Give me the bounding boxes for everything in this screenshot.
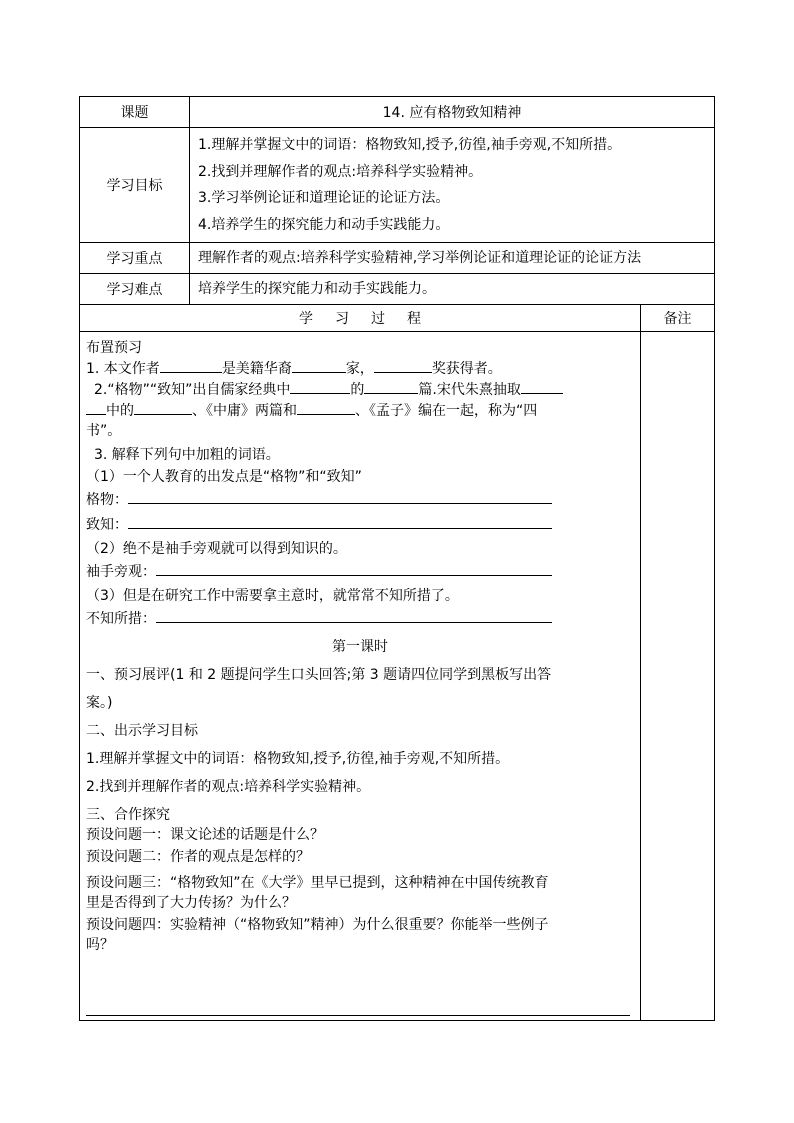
text: 篇.宋代朱熹抽取 [418, 382, 521, 398]
preview-q1 [86, 358, 634, 379]
answer-blank[interactable] [160, 358, 222, 373]
text: 不知所措： [86, 611, 156, 627]
topic-label: 课题 [80, 97, 190, 127]
preview-title: 布置预习 [86, 340, 142, 356]
sentence-1: （1）一个人教育的出发点是“格物”和“致知” [86, 469, 362, 485]
text: 1. 本文作者 [86, 361, 160, 377]
answer-blank[interactable] [86, 400, 106, 415]
text: 家， [345, 361, 374, 377]
lesson-title: 第一课时 [332, 639, 388, 655]
goal-item: 2.找到并理解作者的观点:培养科学实验精神。 [198, 163, 483, 180]
answer-line[interactable] [156, 608, 552, 623]
text: 袖手旁观： [86, 564, 156, 580]
answer-line[interactable] [128, 489, 552, 504]
text: 奖获得者。 [431, 361, 502, 377]
goal-item: 4.培养学生的探究能力和动手实践能力。 [198, 216, 450, 233]
goal-repeat-1: 1.理解并掌握文中的词语：格物致知,授予,彷徨,袖手旁观,不知所措。 [86, 751, 510, 767]
answer-line[interactable] [156, 561, 552, 576]
key-label: 学习重点 [80, 243, 190, 273]
preview-q3: 3. 解释下列句中加粗的词语。 [94, 447, 280, 463]
step-1-cont: 案。) [86, 695, 113, 711]
word-answer-3 [86, 561, 634, 582]
difficulty-row [80, 274, 714, 305]
key-row [80, 243, 714, 274]
preview-q2-end: 书”。 [86, 423, 122, 439]
process-content [80, 332, 641, 1020]
goal-item: 3.学习举例论证和道理论证的论证方法。 [198, 190, 450, 207]
topic-row [80, 97, 714, 128]
question-3-cont: 里是否得到了大力传扬？为什么？ [86, 895, 296, 911]
answer-blank[interactable] [134, 400, 192, 415]
step-3: 三、合作探究 [86, 807, 170, 823]
topic-value: 14. 应有格物致知精神 [382, 105, 522, 121]
sentence-2: （2）绝不是袖手旁观就可以得到知识的。 [86, 541, 347, 557]
lesson-plan-table [79, 96, 715, 1021]
answer-blank[interactable] [364, 379, 418, 394]
question-3: 预设问题三：“格物致知”在《大学》里早已提到，这种精神在中国传统教育 [86, 875, 549, 891]
step-1: 一、预习展评(1 和 2 题提问学生口头回答;第 3 题请四位同学到黑板写出答 [86, 667, 552, 683]
preview-q2 [86, 379, 634, 400]
answer-blank[interactable] [290, 379, 350, 394]
answer-blank[interactable] [292, 358, 346, 373]
text: 致知： [86, 517, 128, 533]
goals-row [80, 128, 714, 243]
goal-repeat-2: 2.找到并理解作者的观点:培养科学实验精神。 [86, 779, 371, 795]
preview-q2-cont [86, 400, 634, 421]
difficulty-label: 学习难点 [80, 274, 190, 304]
text: 中的 [106, 403, 134, 419]
goal-item: 1.理解并掌握文中的词语：格物致知,授予,彷徨,袖手旁观,不知所措。 [198, 137, 622, 154]
notes-label: 备注 [663, 311, 692, 327]
text: 2.“格物”“致知”出自儒家经典中 [94, 382, 291, 398]
answer-blank[interactable] [521, 379, 563, 394]
answer-blank[interactable] [374, 358, 432, 373]
sentence-3: （3）但是在研究工作中需要拿主意时，就常常不知所措了。 [86, 588, 459, 604]
question-4: 预设问题四：实验精神（“格物致知”精神）为什么很重要？你能举一些例子 [86, 917, 549, 933]
word-answer-4 [86, 608, 634, 629]
process-body-row [80, 332, 714, 1020]
text: 、《中庸》两篇和 [192, 403, 297, 419]
goals-label: 学习目标 [80, 128, 190, 242]
question-2: 预设问题二：作者的观点是怎样的？ [86, 849, 310, 865]
text: 、《孟子》编在一起，称为“四 [355, 403, 538, 419]
key-value: 理解作者的观点:培养科学实验精神,学习举例论证和道理论证的论证方法 [198, 250, 642, 266]
text: 是美籍华裔 [221, 361, 292, 377]
word-answer-2 [86, 514, 634, 535]
difficulty-value: 培养学生的探究能力和动手实践能力。 [198, 281, 436, 297]
step-2: 二、出示学习目标 [86, 723, 198, 739]
process-header-row [80, 305, 714, 332]
question-1: 预设问题一：课文论述的话题是什么？ [86, 827, 324, 843]
text: 的 [350, 382, 365, 398]
notes-column[interactable] [641, 332, 714, 1020]
process-label: 学习过程 [80, 305, 641, 331]
text: 格物： [86, 492, 128, 508]
answer-line[interactable] [128, 514, 552, 529]
answer-blank[interactable] [297, 400, 355, 415]
word-answer-1 [86, 489, 634, 510]
answer-line[interactable] [86, 1015, 630, 1016]
question-4-cont: 吗？ [86, 937, 114, 953]
